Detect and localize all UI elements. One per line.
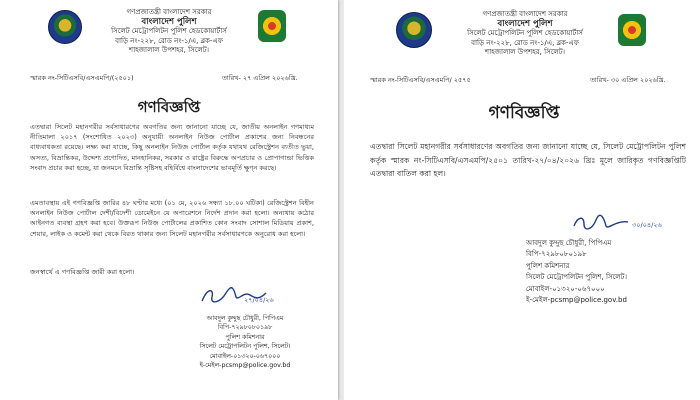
signature-block <box>526 238 696 306</box>
notice-paragraph: এমতাবস্থায় এই গণবিজ্ঞপ্তি জারির ৪৮ ঘণ্টার মধ্যে (০১ মে, ২০২৬ সন্ধ্যা ১৮.০০ ঘটিকা) রেজিস্ট্রেশন বিহীন অনলাইন নিউজ পোর্টাল দেশী/বিদেশী ডোমেইনে যে অপারেশনে নির্দেশ প্রদান করা হলো। অন্যথায় কঠোর আইনগত ব্যবস্থা গ্রহণ করা হবে। উক্তরূপ নিউজ পোর্টালের প্রকাশিত কোন সংবাদ সোশাল মিডিয়ায় প্রকাশ, শেয়ার, লাইক ও কমেন্ট করা থেকে বিরত থাকার জন্য সিলেট মহানগরীর সর্বসাধারণকে অনুরোধ করা হলো। <box>30 199 314 238</box>
signatory-name: আবদুল কুদ্দুছ চৌধুরী, পিপিএম <box>526 239 612 247</box>
header-line: বাংলাদেশ পুলিশ <box>497 18 553 29</box>
memo-number: স্মারক নং-সিটিএসবি/এসএমপি/(২৫০১) <box>30 74 134 82</box>
letterhead <box>84 8 254 56</box>
notice-title: গণবিজ্ঞপ্তি <box>137 98 201 116</box>
bangladesh-emblem-icon <box>396 12 432 48</box>
police-emblem-icon <box>618 14 646 46</box>
right-notice-page <box>344 0 700 400</box>
bangladesh-emblem-icon <box>48 10 82 44</box>
signatory-mobile: মোবাইল-০১৩২০-০৬৭০০০ <box>209 352 281 360</box>
header-line: গণপ্রজাতন্ত্রী বাংলাদেশ সরকার <box>482 10 568 18</box>
notice-title: গণবিজ্ঞপ্তি <box>488 103 560 123</box>
signatory-title: পুলিশ কমিশনার <box>225 333 265 341</box>
header-line: গণপ্রজাতন্ত্রী বাংলাদেশ সরকার <box>126 8 212 16</box>
header-line: বাড়ি নং-২২৮, রোড নং-১/এ, ব্লক-এফ <box>471 38 579 47</box>
header-line: বাংলাদেশ পুলিশ <box>141 16 197 27</box>
signatory-title: পুলিশ কমিশনার <box>526 261 570 270</box>
signature-date: ২৭/০৪/২৬ <box>244 296 274 304</box>
notice-date: তারিখ- ৩০ এপ্রিল ২০২৬খ্রি. <box>590 76 666 84</box>
header-line: শাহজালাল উপশহর, সিলেট। <box>484 48 566 56</box>
header-line: সিলেট মেট্রোপলিটন পুলিশ হেডকোয়ার্টার্স <box>111 27 227 35</box>
signature-scribble <box>572 212 632 234</box>
signatory-office: সিলেট মেট্রোপলিটন পুলিশ, সিলেট। <box>526 273 627 282</box>
signatory-bp: বিপি-৭২৯৮০৮০১৯৮ <box>526 250 587 259</box>
closing-line: জনস্বার্থে এ গণবিজ্ঞপ্তি জারী করা হলো। <box>30 268 135 276</box>
signatory-email: ই-মেইল-pcsmp@police.gov.bd <box>199 362 291 370</box>
left-notice-page <box>0 0 338 400</box>
signatory-email: ই-মেইল-pcsmp@police.gov.bd <box>526 296 627 305</box>
header-line: সিলেট মেট্রোপলিটন পুলিশ হেডকোয়ার্টার্স <box>467 29 583 37</box>
memo-number: স্মারক নং-সিটিএসবি/এসএমপি/ ২৫৭৫ <box>370 76 471 84</box>
police-emblem-icon <box>258 10 286 42</box>
header-line: শাহজালাল উপশহর, সিলেট। <box>128 46 210 54</box>
signatory-bp: বিপি-৭২৯৮০৮০১৯৮ <box>217 324 273 332</box>
notice-paragraph: এতদ্বারা সিলেট মহানগরীর সর্বসাধারণের অবগতির জন্য জানানো যাচ্ছে যে, সিলেট মেট্রোপলিটন পুলিশ কর্তৃক স্মারক নং-সিটিএসবি/এসএমপি/২৫০১ তারিখ-২৭/০৪/২০২৬ খ্রিঃ মূলে জারিকৃত গণবিজ্ঞপ্তিটি এতদ্বারা বাতিল করা হল। <box>370 142 686 178</box>
signature-date: ৩০/০৪/২৬ <box>632 221 662 229</box>
signatory-mobile: মোবাইল-০১৩২০-০৬৭০০০ <box>526 284 605 293</box>
notice-paragraph: এতদ্বারা সিলেট মহানগরীর সর্বসাধারণের অবগতির জন্য জানানো যাচ্ছে যে, জাতীয় অনলাইন গণমাধ্যম নীতিমালা ২০১৭ (সংশোধিত ২০২৩) অনুযায়ী অনলাইন নিউজ পোর্টাল প্রকাশের জন্য নিবন্ধনের বাধ্যবাধকতা রয়েছে। লক্ষ্য করা যাচ্ছে, কিছু অনলাইন নিউজ পোর্টাল কর্তৃক যথাযথ রেজিস্ট্রেশন ব্যতীত ভুয়া, অসত্য, বিভ্রান্তিকর, উদ্দেশ্য প্রণোদিত, মানহানিকর, সরকার ও রাষ্ট্রের বিরুদ্ধে অপপ্রচার ও প্রোপাগান্ডা ভিত্তিক সংবাদ প্রচার করা হচ্ছে, যা জনমনে বিভ্রান্তি সৃষ্টিসহ বহির্বিশ্বে বাংলাদেশের ভাবমূর্তি ক্ষুণ্ন করছে। <box>30 123 314 172</box>
signatory-name: আবদুল কুদ্দুছ চৌধুরী, পিপিএম <box>206 315 284 322</box>
signature-block <box>180 314 310 370</box>
header-line: বাড়ি নং-২২৮, রোড নং-১/এ, ব্লক-এফ <box>115 36 223 45</box>
notice-date: তারিখ- ২৭ এপ্রিল ২০২৬খ্রি. <box>222 74 298 82</box>
signatory-office: সিলেট মেট্রোপলিটন পুলিশ, সিলেট। <box>199 343 291 351</box>
letterhead <box>440 10 610 58</box>
